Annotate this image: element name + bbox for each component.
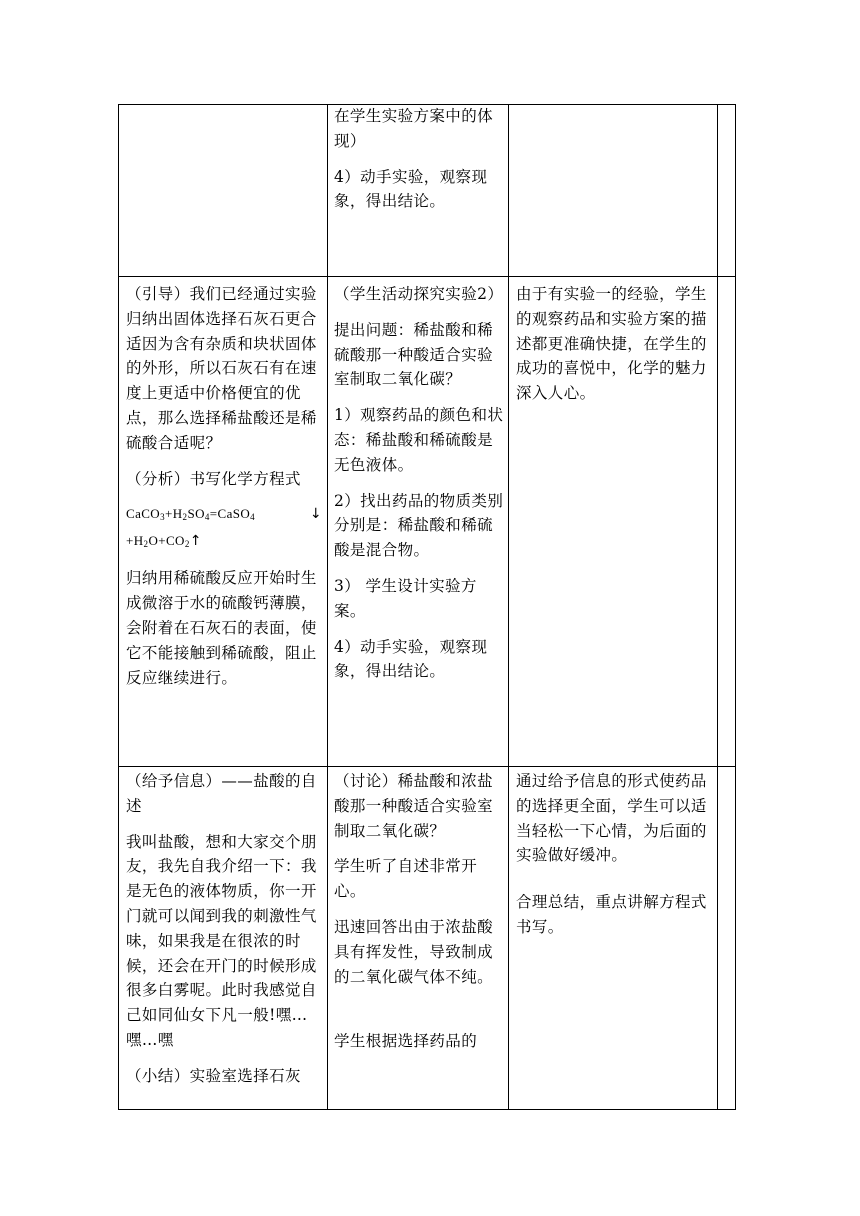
table-border-bottom: [118, 1109, 736, 1110]
row2-guide-paragraph: （引导）我们已经通过实验归纳出固体选择石灰石更合适因为含有杂质和块状固体的外形，所以石灰石有在速度上更适中价格便宜的优点，那么选择稀盐酸还是稀硫酸合适呢？: [126, 285, 317, 452]
row2-teacher-cell: [126, 282, 322, 701]
row2-activity-text-2: 提出问题：稀盐酸和稀硫酸那一种酸适合实验室制取二氧化碳？: [334, 320, 494, 389]
row3-intent-text-1: 通过给予信息的形式使药品的选择更全面，学生可以适当轻松一下心情，为后面的实验做好缓冲。: [516, 772, 707, 865]
row3-activity-text-3: 迅速回答出由于浓盐酸具有挥发性，导致制成的二氧化碳气体不纯。: [334, 917, 494, 986]
row3-intent-text-2: 合理总结，重点讲解方程式书写。: [516, 893, 707, 936]
row2-intent-text: 由于有实验一的经验，学生的观察药品和实验方案的描述都更准确快捷，在学生的成功的喜悦中，化学的魅力深入人心。: [516, 285, 707, 403]
precipitate-arrow-icon: ↓: [309, 506, 322, 523]
lesson-table: [118, 104, 736, 1110]
row2-activity-cell: [334, 282, 504, 695]
row3-info-heading: （给予信息）——盐酸的自述: [126, 772, 317, 815]
row3-activity-text-4: 学生根据选择药品的: [334, 1032, 478, 1051]
table-border-left: [118, 104, 119, 1110]
column-divider-3: [717, 104, 718, 1110]
row2-activity-text-1: （学生活动探究实验2）: [334, 285, 504, 303]
row2-activity-text-6: 4）动手实验，观察现象，得出结论。: [334, 637, 488, 681]
row2-activity-text-3: 1）观察药品的颜色和状态：稀盐酸和稀硫酸是无色液体。: [334, 406, 504, 474]
row2-intent-cell: [516, 282, 712, 417]
gas-arrow-icon: ↑: [189, 533, 202, 550]
row3-activity-text-2: 学生听了自述非常开心。: [334, 857, 478, 901]
row1-activity-text-2: 4）动手实验，观察现象，得出结论。: [334, 167, 488, 211]
table-border-right: [735, 104, 736, 1110]
row2-activity-text-5: 3） 学生设计实验方案。: [334, 576, 477, 620]
row-divider-2: [118, 766, 736, 767]
row3-hcl-self-intro: 我叫盐酸，想和大家交个朋友，我先自我介绍一下：我是无色的液体物质，你一开门就可以闻到我的刺激性气味，如果我是在很浓的时候，还会在开门的时候形成很多白雾呢。此时我感觉自己如同仙女下凡一般!嘿…嘿…嘿: [126, 832, 317, 1049]
row1-activity-text-1: 在学生实验方案中的体现）: [334, 107, 494, 150]
row3-summary-text: （小结）实验室选择石灰: [126, 1066, 301, 1085]
row3-intent-cell: [516, 769, 712, 951]
row3-teacher-cell: [126, 769, 322, 1100]
row2-activity-text-4: 2）找出药品的物质类别分别是：稀盐酸和稀硫酸是混合物。: [334, 491, 504, 560]
row-divider-1: [118, 276, 736, 277]
row3-activity-cell: [334, 769, 504, 1065]
row1-activity-cell: [334, 104, 504, 225]
chemical-equation: $CaCO_3+H_2SO_4=CaSO_4$ ↓ $+H_2O+CO_2↑$: [126, 502, 322, 556]
row2-analysis-heading: （分析）书写化学方程式: [126, 469, 301, 488]
column-divider-1: [327, 104, 328, 1110]
row3-activity-text-1: （讨论）稀盐酸和浓盐酸那一种酸适合实验室制取二氧化碳？: [334, 772, 494, 840]
column-divider-2: [508, 104, 509, 1110]
row2-conclusion-paragraph: 归纳用稀硫酸反应开始时生成微溶于水的硫酸钙薄膜，会附着在石灰石的表面，使它不能接触到稀硫酸，阻止反应继续进行。: [126, 569, 317, 687]
